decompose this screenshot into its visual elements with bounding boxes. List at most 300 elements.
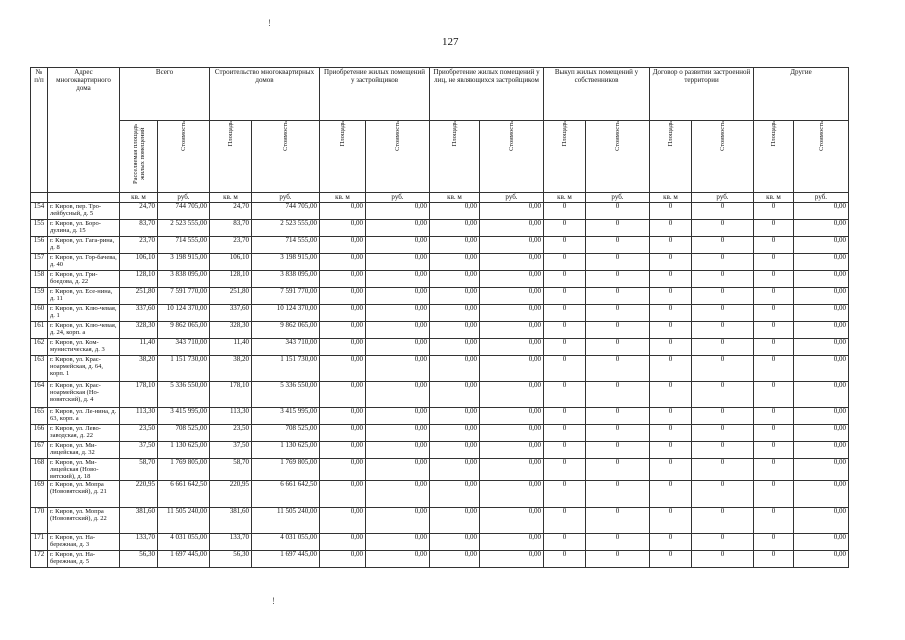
row-value: 0 (544, 382, 586, 408)
row-value: 343 710,00 (252, 339, 320, 356)
row-value: 0 (586, 220, 650, 237)
top-mark: ! (268, 18, 271, 28)
unit-area: кв. м (320, 193, 366, 203)
row-value: 0,00 (320, 459, 366, 481)
row-value: 0 (650, 237, 692, 254)
table-row (31, 322, 849, 339)
row-value: 0,00 (480, 271, 544, 288)
row-value: 251,80 (210, 288, 252, 305)
row-value: 113,30 (210, 408, 252, 425)
row-value: 0,00 (320, 322, 366, 339)
row-value: 0,00 (794, 288, 849, 305)
header-row-subcolumns (31, 121, 849, 193)
row-value: 2 523 555,00 (252, 220, 320, 237)
row-value: 0,00 (320, 305, 366, 322)
row-value: 0,00 (480, 481, 544, 508)
row-value: 0 (544, 220, 586, 237)
row-value: 0,00 (480, 508, 544, 534)
row-value: 0,00 (480, 551, 544, 568)
row-value: 128,10 (120, 271, 158, 288)
row-value: 0 (586, 408, 650, 425)
row-value: 0,00 (430, 220, 480, 237)
row-address: г. Киров, пер. Тро-лейбусный, д. 5 (48, 203, 120, 220)
row-value: 0 (544, 534, 586, 551)
row-value: 23,50 (210, 425, 252, 442)
row-number: 159 (31, 288, 48, 305)
row-value: 0 (754, 339, 794, 356)
row-value: 0 (754, 305, 794, 322)
row-value: 0 (586, 442, 650, 459)
row-value: 0,00 (366, 481, 430, 508)
header-row-groups (31, 68, 849, 121)
row-value: 0 (586, 481, 650, 508)
row-value: 0 (692, 534, 754, 551)
row-value: 381,60 (210, 508, 252, 534)
row-value: 0 (650, 442, 692, 459)
table-row (31, 534, 849, 551)
row-value: 0 (692, 237, 754, 254)
row-value: 11,40 (210, 339, 252, 356)
row-value: 23,70 (210, 237, 252, 254)
row-address: г. Киров, ул. Крас-ноармейская, д. 64, корп. 1 (48, 356, 120, 382)
row-value: 0 (544, 322, 586, 339)
row-value: 0 (650, 534, 692, 551)
row-value: 0,00 (794, 356, 849, 382)
row-value: 0 (754, 481, 794, 508)
row-value: 0,00 (794, 271, 849, 288)
row-value: 0 (586, 203, 650, 220)
row-value: 0 (754, 356, 794, 382)
row-value: 1 697 445,00 (158, 551, 210, 568)
row-value: 0,00 (794, 408, 849, 425)
row-value: 58,70 (210, 459, 252, 481)
row-value: 0 (650, 271, 692, 288)
row-value: 0,00 (794, 220, 849, 237)
row-value: 0 (754, 425, 794, 442)
table-row (31, 442, 849, 459)
row-value: 0 (650, 288, 692, 305)
row-value: 5 336 550,00 (252, 382, 320, 408)
row-value: 0 (544, 356, 586, 382)
row-address: г. Киров, ул. На-бережная, д. 5 (48, 551, 120, 568)
row-number: 169 (31, 481, 48, 508)
row-address: г. Киров, ул. Мопра (Нововятский), д. 22 (48, 508, 120, 534)
row-value: 0 (754, 382, 794, 408)
row-value: 0 (692, 459, 754, 481)
row-value: 58,70 (120, 459, 158, 481)
row-value: 37,50 (210, 442, 252, 459)
row-value: 0 (544, 339, 586, 356)
row-value: 744 705,00 (252, 203, 320, 220)
row-value: 0,00 (366, 408, 430, 425)
row-value: 0,00 (320, 220, 366, 237)
row-address: г. Киров, ул. Клю-чевая, д. 24, корп. а (48, 322, 120, 339)
row-value: 0 (586, 459, 650, 481)
row-value: 0,00 (430, 322, 480, 339)
row-value: 113,30 (120, 408, 158, 425)
row-value: 0,00 (794, 203, 849, 220)
row-value: 0 (692, 551, 754, 568)
row-value: 0,00 (794, 339, 849, 356)
row-value: 0 (586, 271, 650, 288)
row-value: 0,00 (794, 481, 849, 508)
row-value: 0 (544, 288, 586, 305)
row-value: 23,70 (120, 237, 158, 254)
row-value: 0 (692, 408, 754, 425)
row-value: 0 (692, 254, 754, 271)
table-row (31, 408, 849, 425)
row-value: 0 (544, 254, 586, 271)
row-value: 4 031 055,00 (158, 534, 210, 551)
table-row (31, 459, 849, 481)
row-value: 0 (692, 442, 754, 459)
row-value: 0,00 (320, 271, 366, 288)
row-value: 0,00 (480, 322, 544, 339)
row-value: 744 705,00 (158, 203, 210, 220)
row-value: 0 (650, 305, 692, 322)
row-value: 0,00 (320, 203, 366, 220)
row-value: 0 (544, 551, 586, 568)
page-number: 127 (442, 36, 459, 48)
row-value: 0 (754, 203, 794, 220)
unit-area: кв. м (650, 193, 692, 203)
table-row (31, 203, 849, 220)
row-value: 0,00 (430, 254, 480, 271)
row-address: г. Киров, ул. Гага-рина, д. 8 (48, 237, 120, 254)
row-value: 0,00 (794, 305, 849, 322)
row-address: г. Киров, ул. Мопра (Нововятский), д. 21 (48, 481, 120, 508)
row-number: 156 (31, 237, 48, 254)
row-value: 0 (586, 254, 650, 271)
row-value: 0 (544, 408, 586, 425)
unit-cost: руб. (586, 193, 650, 203)
row-value: 0 (586, 322, 650, 339)
row-value: 3 838 095,00 (158, 271, 210, 288)
header-row-units (31, 193, 849, 203)
row-value: 128,10 (210, 271, 252, 288)
row-value: 0,00 (320, 288, 366, 305)
table-row (31, 305, 849, 322)
row-value: 0,00 (320, 508, 366, 534)
row-value: 5 336 550,00 (158, 382, 210, 408)
row-value: 0 (586, 356, 650, 382)
row-value: 0 (754, 408, 794, 425)
unit-area: кв. м (210, 193, 252, 203)
row-value: 37,50 (120, 442, 158, 459)
row-value: 0,00 (430, 508, 480, 534)
sub-area: Площадь (227, 121, 234, 147)
row-value: 0,00 (320, 408, 366, 425)
row-value: 0 (586, 508, 650, 534)
row-value: 178,10 (120, 382, 158, 408)
row-value: 0,00 (480, 356, 544, 382)
row-value: 0,00 (366, 425, 430, 442)
row-value: 106,10 (210, 254, 252, 271)
row-value: 0,00 (794, 534, 849, 551)
row-value: 0 (692, 271, 754, 288)
row-value: 0 (586, 551, 650, 568)
row-value: 0 (692, 322, 754, 339)
row-number: 161 (31, 322, 48, 339)
table-row (31, 254, 849, 271)
unit-cost: руб. (252, 193, 320, 203)
unit-cost: руб. (794, 193, 849, 203)
row-value: 11,40 (120, 339, 158, 356)
row-value: 7 591 770,00 (252, 288, 320, 305)
row-value: 0 (650, 481, 692, 508)
row-value: 0 (754, 254, 794, 271)
header-group-other: Другие (754, 68, 849, 121)
row-value: 0,00 (794, 237, 849, 254)
row-address: г. Киров, ул. Лево-заводская, д. 22 (48, 425, 120, 442)
housing-table (30, 67, 849, 568)
row-value: 0,00 (320, 382, 366, 408)
sub-total-area: Расселяемая площадь жилых помещений (131, 123, 146, 185)
row-value: 0,00 (430, 551, 480, 568)
row-value: 0 (586, 534, 650, 551)
row-value: 38,20 (210, 356, 252, 382)
row-value: 0 (650, 220, 692, 237)
row-value: 220,95 (120, 481, 158, 508)
row-value: 0,00 (480, 237, 544, 254)
row-value: 3 415 995,00 (158, 408, 210, 425)
row-value: 0 (650, 425, 692, 442)
row-number: 158 (31, 271, 48, 288)
row-value: 0 (754, 551, 794, 568)
table-row (31, 481, 849, 508)
sub-area: Площадь (339, 121, 346, 147)
row-number: 170 (31, 508, 48, 534)
row-value: 23,50 (120, 425, 158, 442)
row-value: 0 (650, 551, 692, 568)
unit-area: кв. м (430, 193, 480, 203)
row-value: 3 415 995,00 (252, 408, 320, 425)
row-value: 0,00 (480, 203, 544, 220)
row-address: г. Киров, ул. На-бережная, д. 3 (48, 534, 120, 551)
row-value: 0,00 (480, 459, 544, 481)
row-value: 0,00 (430, 408, 480, 425)
row-value: 0,00 (430, 459, 480, 481)
unit-cost: руб. (158, 193, 210, 203)
row-value: 0,00 (480, 408, 544, 425)
row-value: 0 (650, 356, 692, 382)
table-row (31, 271, 849, 288)
row-value: 0,00 (430, 203, 480, 220)
row-value: 0 (692, 339, 754, 356)
row-value: 0,00 (480, 254, 544, 271)
header-group-construction: Строительство многоквартирных домов (210, 68, 320, 121)
row-value: 0 (650, 459, 692, 481)
sub-cost: Стоимость (719, 121, 726, 151)
row-value: 83,70 (120, 220, 158, 237)
header-group-development-contract: Договор о развитии застроенной территории (650, 68, 754, 121)
row-value: 0,00 (320, 254, 366, 271)
row-value: 0,00 (320, 237, 366, 254)
table-row (31, 237, 849, 254)
row-value: 0,00 (430, 305, 480, 322)
table-row (31, 508, 849, 534)
row-value: 0,00 (794, 459, 849, 481)
row-number: 163 (31, 356, 48, 382)
row-value: 3 198 915,00 (158, 254, 210, 271)
sub-cost: Стоимость (817, 121, 825, 151)
row-value: 714 555,00 (252, 237, 320, 254)
row-value: 3 838 095,00 (252, 271, 320, 288)
unit-cost: руб. (366, 193, 430, 203)
header-group-non-developers: Приобретение жилых помещений у лиц, не являющихся застройщиком (430, 68, 544, 121)
row-value: 0,00 (366, 288, 430, 305)
row-value: 220,95 (210, 481, 252, 508)
row-value: 0 (754, 220, 794, 237)
row-value: 0,00 (320, 481, 366, 508)
row-value: 0,00 (430, 442, 480, 459)
row-value: 10 124 370,00 (158, 305, 210, 322)
row-value: 0 (692, 382, 754, 408)
row-value: 0,00 (430, 288, 480, 305)
row-value: 2 523 555,00 (158, 220, 210, 237)
row-value: 178,10 (210, 382, 252, 408)
row-value: 3 198 915,00 (252, 254, 320, 271)
row-value: 0 (754, 508, 794, 534)
row-number: 168 (31, 459, 48, 481)
row-address: г. Киров, ул. Ком-мунистическая, д. 3 (48, 339, 120, 356)
row-address: г. Киров, ул. Есе-нина, д. 11 (48, 288, 120, 305)
row-value: 0 (586, 339, 650, 356)
row-value: 0 (650, 508, 692, 534)
row-value: 337,60 (120, 305, 158, 322)
row-value: 0 (650, 254, 692, 271)
row-value: 1 130 625,00 (158, 442, 210, 459)
row-value: 0,00 (320, 339, 366, 356)
table-row (31, 356, 849, 382)
row-value: 0,00 (430, 339, 480, 356)
row-value: 0,00 (480, 339, 544, 356)
row-value: 0,00 (430, 271, 480, 288)
header-group-total: Всего (120, 68, 210, 121)
row-value: 24,70 (210, 203, 252, 220)
row-value: 1 151 730,00 (158, 356, 210, 382)
row-value: 0,00 (366, 237, 430, 254)
sub-cost: Стоимость (614, 121, 621, 151)
row-value: 251,80 (120, 288, 158, 305)
row-value: 0,00 (366, 442, 430, 459)
row-address: г. Киров, ул. Ле-нина, д. 63, корп. а (48, 408, 120, 425)
row-value: 1 769 805,00 (252, 459, 320, 481)
row-value: 0,00 (366, 382, 430, 408)
row-value: 0 (544, 425, 586, 442)
row-value: 0 (544, 237, 586, 254)
row-value: 0,00 (430, 237, 480, 254)
row-value: 0,00 (320, 534, 366, 551)
unit-cost: руб. (692, 193, 754, 203)
row-value: 0,00 (480, 305, 544, 322)
row-value: 0,00 (366, 551, 430, 568)
row-value: 0 (754, 534, 794, 551)
row-value: 0 (754, 271, 794, 288)
row-address: г. Киров, ул. Крас-ноармейская (Но-вовятский), д. 4 (48, 382, 120, 408)
row-value: 10 124 370,00 (252, 305, 320, 322)
row-value: 0,00 (430, 382, 480, 408)
row-value: 0 (544, 305, 586, 322)
row-value: 9 862 065,00 (252, 322, 320, 339)
row-value: 0,00 (366, 356, 430, 382)
row-value: 0,00 (480, 425, 544, 442)
row-value: 0,00 (366, 305, 430, 322)
row-value: 0 (692, 481, 754, 508)
row-value: 0 (544, 459, 586, 481)
row-value: 0 (586, 425, 650, 442)
row-value: 56,30 (120, 551, 158, 568)
row-address: г. Киров, ул. Ми-лицейская, д. 32 (48, 442, 120, 459)
row-value: 0 (692, 356, 754, 382)
row-value: 6 661 642,50 (252, 481, 320, 508)
row-value: 0 (754, 288, 794, 305)
table-row (31, 339, 849, 356)
row-number: 164 (31, 382, 48, 408)
row-value: 1 130 625,00 (252, 442, 320, 459)
row-address: г. Киров, ул. Гор-бачева, д. 40 (48, 254, 120, 271)
row-value: 714 555,00 (158, 237, 210, 254)
row-value: 0,00 (794, 322, 849, 339)
header-group-developers: Приобретение жилых помещений у застройщиков (320, 68, 430, 121)
row-number: 157 (31, 254, 48, 271)
row-value: 0 (544, 442, 586, 459)
row-address: г. Киров, ул. Ми-лицейская (Ново-вятский), д. 18 (48, 459, 120, 481)
unit-area: кв. м (754, 193, 794, 203)
unit-area: кв. м (120, 193, 158, 203)
row-value: 11 505 240,00 (158, 508, 210, 534)
row-value: 0,00 (320, 356, 366, 382)
row-value: 0,00 (366, 339, 430, 356)
row-value: 0,00 (794, 551, 849, 568)
header-address: Адрес многоквартирного дома (48, 68, 120, 193)
row-number: 162 (31, 339, 48, 356)
row-value: 0 (586, 288, 650, 305)
row-value: 83,70 (210, 220, 252, 237)
sub-area: Площадь (667, 121, 674, 147)
row-value: 4 031 055,00 (252, 534, 320, 551)
row-value: 0,00 (366, 203, 430, 220)
bottom-mark: ! (272, 596, 275, 606)
row-value: 0,00 (366, 271, 430, 288)
row-value: 708 525,00 (252, 425, 320, 442)
row-number: 171 (31, 534, 48, 551)
row-value: 1 769 805,00 (158, 459, 210, 481)
row-value: 328,30 (210, 322, 252, 339)
table-row (31, 551, 849, 568)
unit-cost: руб. (480, 193, 544, 203)
row-value: 0,00 (320, 425, 366, 442)
table-row (31, 382, 849, 408)
row-value: 24,70 (120, 203, 158, 220)
row-value: 0,00 (480, 442, 544, 459)
row-value: 7 591 770,00 (158, 288, 210, 305)
row-value: 0,00 (480, 288, 544, 305)
row-value: 0,00 (366, 508, 430, 534)
row-value: 0,00 (366, 459, 430, 481)
row-value: 0,00 (366, 254, 430, 271)
row-number: 172 (31, 551, 48, 568)
row-value: 0,00 (430, 534, 480, 551)
row-value: 1 697 445,00 (252, 551, 320, 568)
row-value: 0 (586, 382, 650, 408)
row-value: 0 (692, 425, 754, 442)
row-value: 6 661 642,50 (158, 481, 210, 508)
row-value: 0 (692, 508, 754, 534)
row-value: 0 (754, 442, 794, 459)
row-value: 343 710,00 (158, 339, 210, 356)
sub-area: Площадь (451, 121, 458, 147)
